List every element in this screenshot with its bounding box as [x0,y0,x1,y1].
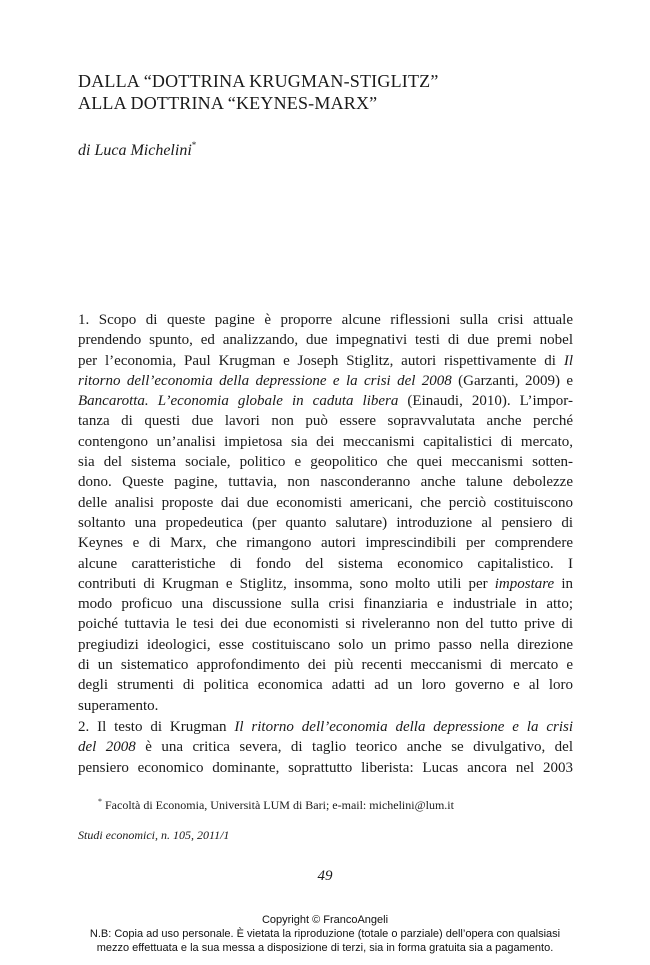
text-line: superamento. [78,697,159,714]
text-line: sia del sistema sociale, politico e geopolitico che quei meccanismi sotten- [78,454,573,471]
text-line: modo proficuo una discussione sulla crisi finanziaria e industriale in atto; [78,596,573,613]
article-title [78,70,578,114]
text-line: di un sistematico approfondimento dei più recenti meccanismi di mercato e [78,657,573,674]
author-name: di Luca Michelini [78,142,192,159]
text-line: contributi di Krugman e Stiglitz, insomma, sono molto utili per impostare in [78,575,573,592]
text-line: prendendo spunto, ed analizzando, due impegnativi testi di due premi nobel [78,332,573,349]
text-line: poiché tuttavia le tesi dei due economisti si riveleranno non del tutto prive di [78,616,573,633]
text-line: del 2008 è una critica severa, di taglio teorico anche se divulgativo, del [78,739,574,756]
text-line: 1. Scopo di queste pagine è proporre alcune riflessioni sulla crisi attuale [78,312,573,328]
page-number: 49 [317,868,333,884]
footnote [98,797,454,813]
text-line: delle analisi proposte dai due economisti americani, che perciò costituiscono [78,494,573,511]
text-line: tanza di questi due lavori non può essere sopravvalutata anche perché [78,413,573,430]
text-line: Bancarotta. L’economia globale in caduta libera (Einaudi, 2010). L’impor- [78,393,573,410]
text-line: dono. Queste pagine, tuttavia, non nasconderanno anche talune debolezze [78,474,573,491]
text-line: soltanto una propedeutica (per quanto salutare) introduzione al pensiero di [78,514,573,531]
text-line: pensiero economico dominante, soprattutto liberista: Lucas ancora nel 2003 [78,759,573,776]
text-line: Keynes e di Marx, che rimangono autori imprescindibili per comprendere [78,535,573,552]
title-line-2: ALLA DOTTRINA “KEYNES-MARX” [78,93,378,113]
text-line: degli strumenti di politica economica adatti ad un loro governo e al loro [78,677,573,694]
paragraph-2 [78,717,573,778]
text-line: 2. Il testo di Krugman Il ritorno dell’economia della depressione e la crisi [78,719,573,735]
title-line-1: DALLA “DOTTRINA KRUGMAN-STIGLITZ” [78,71,439,91]
copyright-line: Copyright © FrancoAngeli [261,914,389,926]
paragraph-1 [78,310,573,716]
text-line: pregiudizi ideologici, esse costituiscano solo un primo passo nella direzione [78,636,573,653]
text-line: ritorno dell’economia della depressione e la crisi del 2008 (Garzanti, 2009) e [78,372,573,389]
copyright-notice [0,913,650,955]
author-footnote-marker[interactable]: * [191,140,197,150]
text-line: contengono un’analisi impietosa sia dei meccanismi capitalistici di mercato, [78,433,573,450]
text-line: per l’economia, Paul Krugman e Joseph Stiglitz, autori rispettivamente di Il [78,352,573,369]
journal-citation: Studi economici, n. 105, 2011/1 [78,828,230,842]
text-line: alcune caratteristiche di fondo del sistema economico capitalistico. I [78,555,573,572]
copyright-disclaimer-line: mezzo effettuata e la sua messa a disposizione di terzi, sia in forma gratuita sia a pagamento. [96,942,554,954]
author-byline [78,140,196,160]
footnote-marker: * [98,797,102,806]
footnote-text: Facoltà di Economia, Università LUM di Bari; e-mail: michelini@lum.it [105,798,454,812]
copyright-disclaimer-line: N.B: Copia ad uso personale. È vietata la riproduzione (totale o parziale) dell’opera con qualsiasi [89,928,561,940]
